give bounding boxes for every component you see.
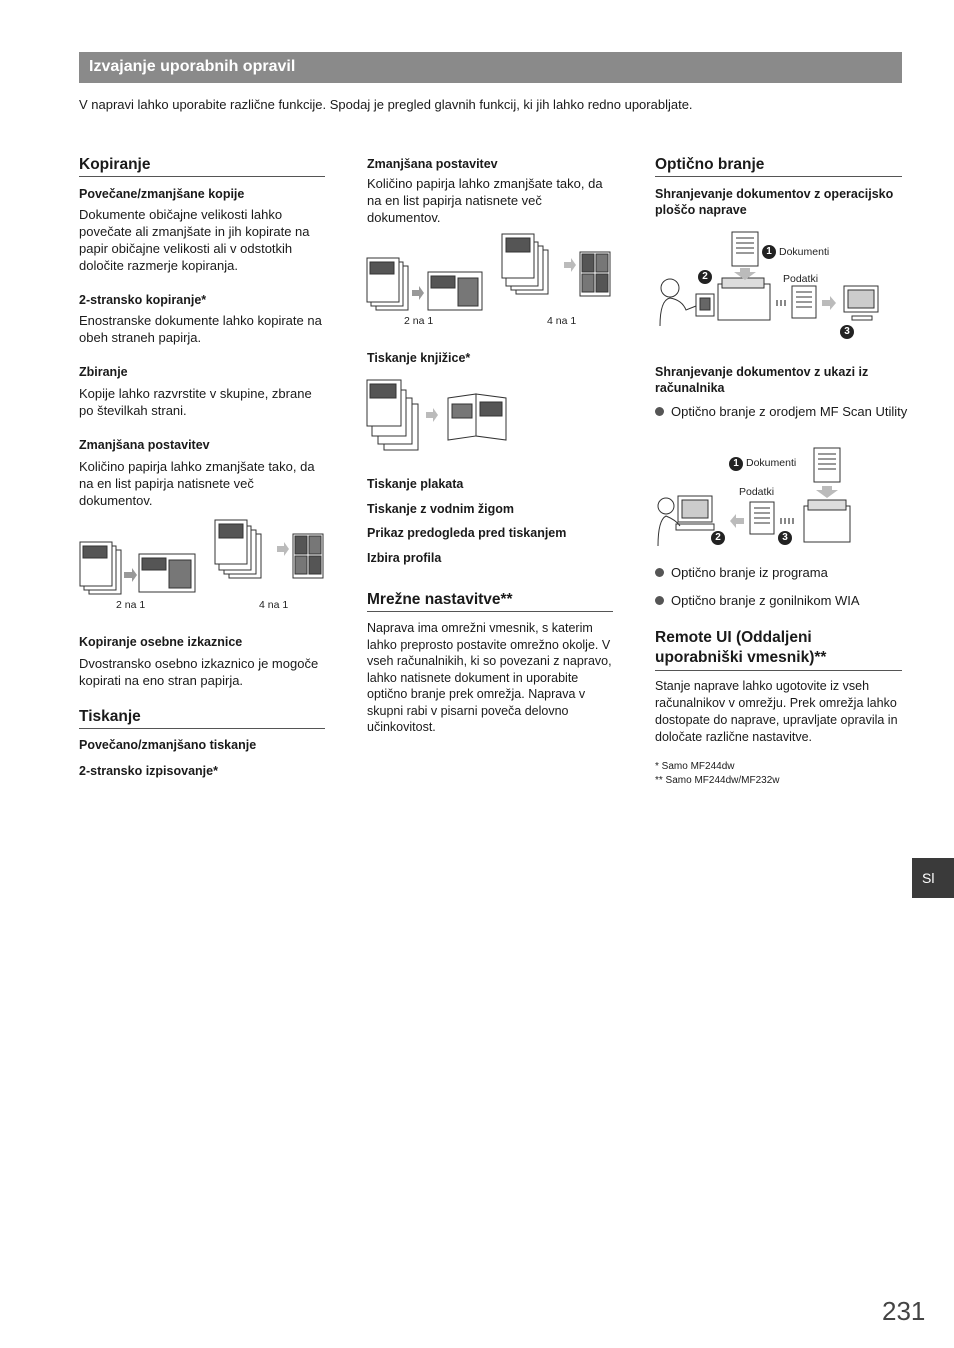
footnote-2: ** Samo MF244dw/MF232w <box>655 775 780 786</box>
item-vodni-zig: Tiskanje z vodnim žigom <box>367 502 515 516</box>
item-izbira-profila: Izbira profila <box>367 551 442 565</box>
text-2-stransko: Enostranske dokumente lahko kopirate na obeh straneh papirja. <box>79 313 322 345</box>
text-zmanjsana: Količino papirja lahko zmanjšate tako, da na en list papirja natisnete več dokumentov. <box>79 459 315 508</box>
sub-heading-zmanjsana-2: Zmanjšana postavitev <box>367 157 498 171</box>
bullet-wia: Optično branje z gonilnikom WIA <box>655 592 911 609</box>
caption-2na1-print: 2 na 1 <box>404 315 434 327</box>
label-podatki-b: Podatki <box>739 486 775 498</box>
sub-heading-knjizica: Tiskanje knjižice* <box>367 351 471 365</box>
step-1-badge-b: 1 <box>729 457 743 471</box>
language-tab-label: Sl <box>922 870 935 886</box>
step-1-badge: 1 <box>762 245 776 259</box>
label-dokumenti: Dokumenti <box>779 246 830 258</box>
caption-2na1: 2 na 1 <box>116 599 146 611</box>
sub-heading-povecane: Povečane/zmanjšane kopije <box>79 187 245 201</box>
heading-remote-ui: Remote UI (Oddaljeni uporabniški vmesnik)** <box>655 628 902 671</box>
label-dokumenti-b: Dokumenti <box>746 457 797 469</box>
item-predogled: Prikaz predogleda pred tiskanjem <box>367 526 567 540</box>
heading-tiskanje: Tiskanje <box>79 708 325 729</box>
step-3-badge: 3 <box>840 325 854 339</box>
bullet-mf-scan: Optično branje z orodjem MF Scan Utility <box>655 403 911 420</box>
text-mrezne: Naprava ima omrežni vmesnik, s katerim lahko preprosto postavite omrežno okolje. V vseh računalnikih, ki so povezani z napravo, lahko natisnete dokument in uporabite optično branje prek omrežja. Naprava v skupni rabi v pisarni poveča delovno učinkovitost. <box>367 621 612 734</box>
section-title: Izvajanje uporabnih opravil <box>89 58 296 75</box>
sub-heading-zbiranje: Zbiranje <box>79 365 128 379</box>
layout-print-illustration <box>366 232 616 314</box>
sub-heading-izkaznica: Kopiranje osebne izkaznice <box>79 635 243 649</box>
sub-heading-plosca: Shranjevanje dokumentov z operacijsko ploščo naprave <box>655 187 894 217</box>
sub-heading-zmanjsana: Zmanjšana postavitev <box>79 438 210 452</box>
footnote-1: * Samo MF244dw <box>655 761 735 772</box>
language-tab <box>912 858 954 898</box>
booklet-illustration <box>366 378 511 454</box>
sub-heading-racunalnik: Shranjevanje dokumentov z ukazi iz računalnika <box>655 365 869 395</box>
step-3-badge-b: 3 <box>778 531 792 545</box>
item-tiskanje-plakata: Tiskanje plakata <box>367 477 464 491</box>
intro-text: V napravi lahko uporabite različne funkcije. Spodaj je pregled glavnih funkcij, ki jih lahko redno uporabljate. <box>79 97 693 112</box>
caption-4na1-print: 4 na 1 <box>547 315 577 327</box>
layout-copy-illustration <box>79 516 329 596</box>
text-povecane: Dokumente običajne velikosti lahko povečate ali zmanjšate in jih kopirate na papir običajne velikosti ali v odstotkih določite razmerje kopiranja. <box>79 207 310 273</box>
text-izkaznica: Dvostransko osebno izkaznico je mogoče kopirati na eno stran papirja. <box>79 656 319 688</box>
sub-heading-2-stransko: 2-stransko kopiranje* <box>79 293 207 307</box>
scan-panel-diagram <box>652 228 902 340</box>
bullet-program: Optično branje iz programa <box>655 564 911 581</box>
sub-heading-2-stransko-izpis: 2-stransko izpisovanje* <box>79 764 218 778</box>
step-2-badge-b: 2 <box>711 531 725 545</box>
caption-4na1: 4 na 1 <box>259 599 289 611</box>
step-2-badge: 2 <box>698 270 712 284</box>
section-banner <box>79 52 902 83</box>
page-number: 231 <box>882 1296 926 1326</box>
text-zmanjsana-2: Količino papirja lahko zmanjšate tako, da na en list papirja natisnete več dokumentov. <box>367 176 603 225</box>
text-remote-ui: Stanje naprave lahko ugotovite iz vseh računalnikov v omrežju. Prek omrežja lahko dostopate do naprave, upravljate opravila in določate različne nastavitve. <box>655 679 898 744</box>
sub-heading-povecano-tiskanje: Povečano/zmanjšano tiskanje <box>79 738 257 752</box>
text-zbiranje: Kopije lahko razvrstite v skupine, zbrane po številkah strani. <box>79 386 312 418</box>
heading-opticno: Optično branje <box>655 156 902 177</box>
heading-mrezne: Mrežne nastavitve** <box>367 591 613 612</box>
label-podatki: Podatki <box>783 273 819 285</box>
heading-kopiranje: Kopiranje <box>79 156 325 177</box>
